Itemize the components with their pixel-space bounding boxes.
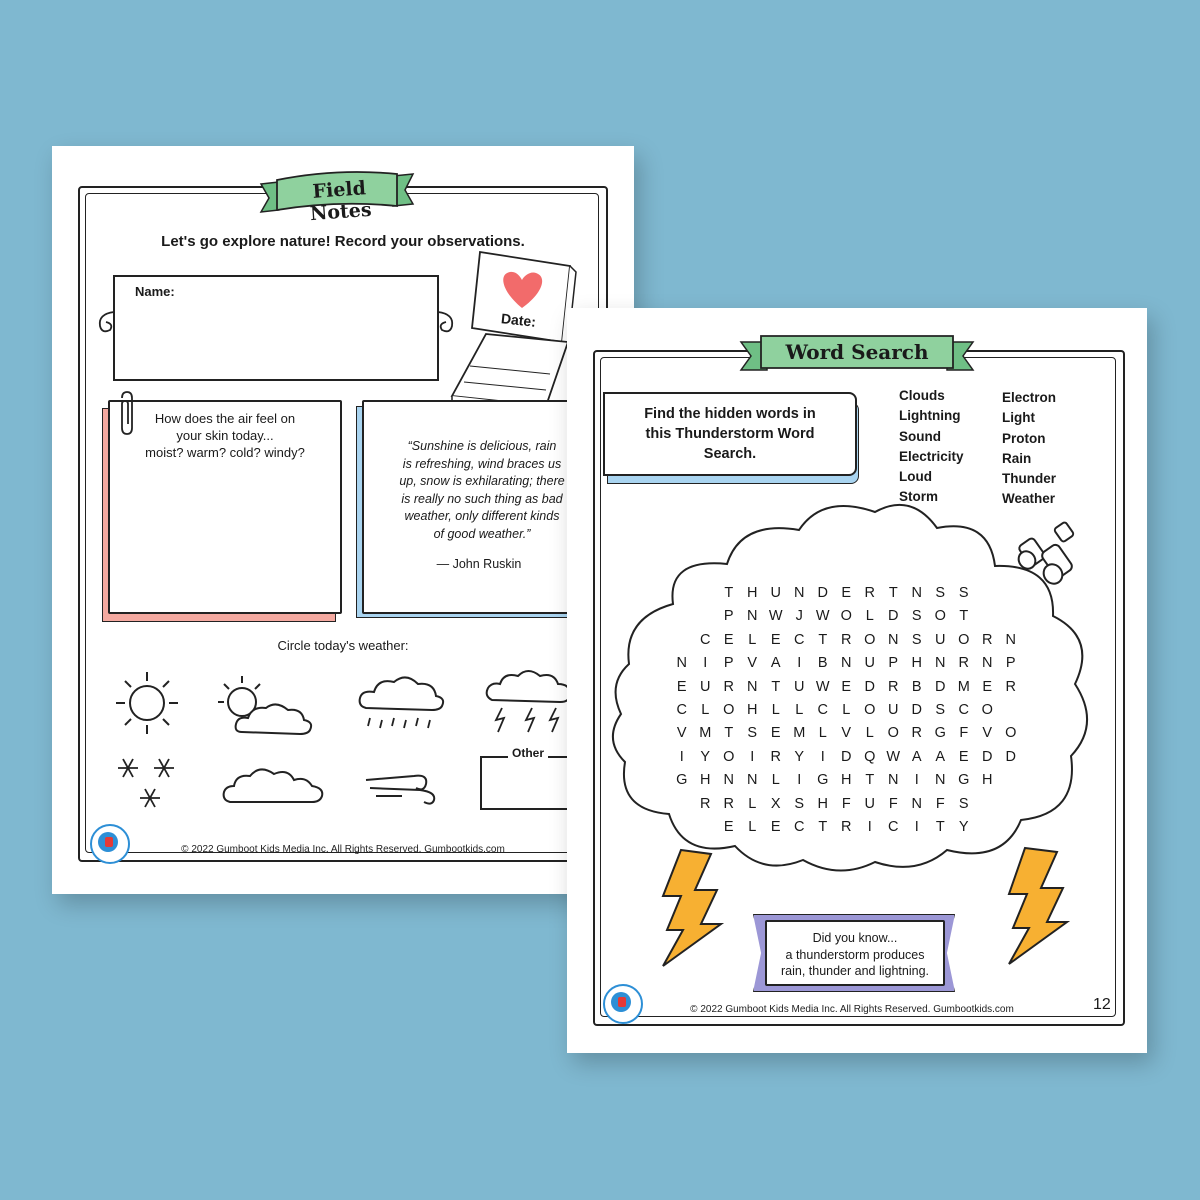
field-notes-title: Field Notes (309, 177, 373, 226)
grid-letter: D (982, 748, 993, 765)
grid-letter (670, 816, 694, 839)
word-list-item: Electricity (899, 448, 964, 464)
grid-letter: E (841, 678, 852, 695)
grid-letter: C (700, 631, 711, 648)
grid-letter: S (958, 585, 969, 601)
grid-letter: P (888, 655, 899, 672)
grid-letter: T (865, 772, 875, 789)
grid-letter: T (818, 631, 828, 648)
grid-row (670, 676, 1023, 699)
word-list-item: Weather (1002, 491, 1056, 507)
air-question-card (108, 400, 342, 614)
grid-letter: M (699, 725, 712, 742)
lightning-bolt-icon (655, 846, 735, 970)
grid-letter: D (888, 608, 899, 625)
grid-letter: O (958, 631, 970, 648)
date-label: Date: (500, 310, 537, 330)
grid-letter: E (958, 748, 969, 765)
grid-letter: E (770, 819, 781, 836)
grid-letter (670, 582, 694, 605)
instructions-line1: Find the hidden words in (644, 406, 816, 422)
grid-letter: C (794, 631, 805, 648)
grid-letter (670, 629, 694, 652)
grid-letter: N (747, 678, 758, 695)
grid-letter: E (770, 725, 781, 742)
grid-letter: R (841, 631, 852, 648)
quote-line: “Sunshine is delicious, rain (407, 439, 557, 453)
grid-letter: Q (864, 748, 876, 765)
grid-letter: U (794, 678, 805, 695)
word-list-item: Thunder (1002, 471, 1056, 487)
grid-letter: H (841, 772, 852, 789)
grid-letter: P (1005, 655, 1016, 672)
grid-letter: O (934, 608, 946, 625)
grid-letter: A (911, 748, 922, 765)
grid-letter: N (982, 655, 993, 672)
grid-letter: N (935, 655, 946, 672)
grid-letter: O (723, 748, 735, 765)
grid-letter: I (797, 772, 802, 789)
grid-letter: R (911, 725, 922, 742)
word-list-item: Rain (1002, 450, 1032, 466)
grid-letter: E (770, 631, 781, 648)
grid-letter: X (770, 795, 781, 812)
grid-row (670, 816, 1023, 839)
snowflake-icon (112, 754, 184, 814)
grid-letter: U (864, 655, 875, 672)
grid-letter: D (911, 702, 922, 719)
grid-letter: E (982, 678, 993, 695)
grid-letter: Y (700, 748, 711, 765)
grid-letter: S (911, 608, 922, 625)
grid-letter: L (748, 795, 757, 812)
grid-letter: T (888, 585, 898, 601)
grid-letter: O (1005, 725, 1017, 742)
grid-letter: V (841, 725, 852, 742)
grid-letter: N (935, 772, 946, 789)
grid-letter: L (771, 702, 780, 719)
grid-letter: N (794, 585, 805, 601)
grid-letter: W (815, 678, 830, 695)
grid-letter: A (935, 748, 946, 765)
grid-letter: N (747, 772, 758, 789)
grid-letter: C (958, 702, 969, 719)
grid-letter: N (911, 585, 922, 601)
grid-letter: S (911, 631, 922, 648)
quote-line: weather, only different kinds (404, 509, 560, 523)
grid-letter (694, 605, 718, 628)
grid-row (670, 582, 1023, 605)
grid-row (670, 769, 1023, 792)
grid-letter: G (934, 725, 946, 742)
grid-row (670, 699, 1023, 722)
quote-card (362, 400, 596, 614)
date-book-illustration (450, 246, 580, 416)
grid-letter: G (676, 772, 688, 789)
grid-letter: E (841, 585, 852, 601)
grid-letter: N (747, 608, 758, 625)
word-list-item: Storm (899, 489, 939, 505)
grid-letter: H (817, 795, 828, 812)
grid-letter: L (795, 702, 804, 719)
grid-letter: H (747, 702, 758, 719)
grid-letter: D (864, 678, 875, 695)
grid-row (670, 722, 1023, 745)
word-list-item: Sound (899, 428, 941, 444)
grid-letter: R (958, 655, 969, 672)
grid-letter (670, 793, 694, 816)
grid-letter: U (700, 678, 711, 695)
weather-prompt: Circle today's weather: (277, 638, 409, 653)
grid-letter: R (723, 795, 734, 812)
grid-letter: V (676, 725, 687, 742)
grid-letter: O (864, 631, 876, 648)
grid-letter: I (867, 819, 872, 836)
grid-letter: R (723, 678, 734, 695)
grid-letter: S (958, 795, 969, 812)
grid-letter (670, 605, 694, 628)
grid-letter: L (842, 702, 851, 719)
instructions-line3: Search. (703, 446, 757, 462)
grid-letter (976, 582, 1000, 605)
grid-letter: R (700, 795, 711, 812)
grid-letter: O (840, 608, 852, 625)
grid-letter: D (841, 748, 852, 765)
grid-letter: M (957, 678, 970, 695)
grid-letter: L (701, 702, 710, 719)
grid-letter: S (794, 795, 805, 812)
grid-letter: U (864, 795, 875, 812)
grid-letter: T (724, 725, 734, 742)
fact-line1: Did you know... (812, 931, 898, 945)
air-question-line2: your skin today... (176, 428, 274, 443)
name-label: Name: (135, 284, 175, 299)
grid-letter: R (864, 585, 875, 601)
grid-letter: P (723, 608, 734, 625)
quote-line: of good weather.” (433, 526, 531, 541)
word-list-item: Light (1002, 410, 1035, 426)
grid-letter: W (886, 748, 901, 765)
grid-letter: D (935, 678, 946, 695)
grid-letter: W (815, 608, 830, 625)
grid-letter: I (914, 819, 919, 836)
grid-letter: U (888, 702, 899, 719)
grid-letter: R (1005, 678, 1016, 695)
grid-letter: V (982, 725, 993, 742)
grid-letter: V (747, 655, 758, 672)
instructions-box (603, 392, 857, 476)
grid-letter: U (935, 631, 946, 648)
grid-letter: C (794, 819, 805, 836)
grid-letter: F (935, 795, 945, 812)
word-list-item: Electron (1002, 390, 1057, 405)
grid-letter: Y (958, 819, 969, 836)
quote-line: is really no such thing as bad (401, 491, 563, 506)
grid-letter: N (841, 655, 852, 672)
grid-letter: O (981, 702, 993, 719)
grid-letter (694, 816, 718, 839)
sun-cloud-icon (212, 670, 322, 740)
grid-letter: A (770, 655, 781, 672)
grid-letter: L (865, 608, 874, 625)
grid-letter: E (676, 678, 687, 695)
grid-letter: N (888, 772, 899, 789)
grid-letter: M (793, 725, 806, 742)
grid-letter: L (748, 631, 757, 648)
quote-author: — John Ruskin (436, 557, 522, 571)
grid-letter: H (911, 655, 922, 672)
air-question-line1: How does the air feel on (154, 411, 296, 426)
grid-letter (694, 582, 718, 605)
grid-letter: I (750, 748, 755, 765)
letter-grid (670, 582, 1023, 839)
copyright-text: © 2022 Gumboot Kids Media Inc. All Rights Reserved. Gumbootkids.com (690, 1004, 1014, 1015)
grid-letter: L (748, 819, 757, 836)
field-notes-page (52, 146, 634, 894)
copyright-text: © 2022 Gumboot Kids Media Inc. All Rights Reserved. Gumbootkids.com (181, 844, 505, 855)
grid-letter: B (817, 655, 828, 672)
grid-letter: U (770, 585, 781, 601)
grid-letter: I (820, 748, 825, 765)
paperclip-icon (116, 390, 136, 438)
grid-letter: N (723, 772, 734, 789)
grid-letter: D (1005, 748, 1016, 765)
grid-letter: J (795, 608, 803, 625)
grid-letter: T (935, 819, 945, 836)
word-list-item: Proton (1002, 430, 1046, 446)
grid-letter: I (797, 655, 802, 672)
grid-letter: I (914, 772, 919, 789)
grid-letter: L (865, 725, 874, 742)
grid-letter: W (768, 608, 783, 625)
grid-letter: R (888, 678, 899, 695)
grid-letter: C (676, 702, 687, 719)
word-list-item: Lightning (899, 408, 961, 424)
air-question-line3: moist? warm? cold? windy? (145, 445, 305, 460)
grid-letter: S (747, 725, 758, 742)
word-list-col1 (899, 386, 964, 508)
word-list-item: Loud (899, 469, 932, 485)
grid-letter: R (770, 748, 781, 765)
rain-cloud-icon (352, 668, 452, 738)
grid-letter: N (676, 655, 687, 672)
grid-letter: H (700, 772, 711, 789)
grid-letter: S (935, 702, 946, 719)
word-list-item: Clouds (899, 388, 945, 403)
word-search-title: Word Search (785, 340, 929, 364)
grid-letter: E (723, 819, 734, 836)
word-list-col2 (1002, 388, 1056, 510)
grid-row (670, 793, 1023, 816)
page-number: 12 (1093, 996, 1111, 1013)
grid-letter: H (747, 585, 758, 601)
sun-icon (112, 668, 182, 738)
quote-line: up, snow is exhilarating; there (399, 474, 565, 488)
quote-line: is refreshing, wind braces us (402, 456, 562, 471)
grid-letter: O (864, 702, 876, 719)
word-search-page (567, 308, 1147, 1053)
grid-letter: T (959, 608, 969, 625)
wind-icon (362, 766, 442, 806)
grid-letter: N (888, 631, 899, 648)
fact-box (765, 920, 945, 986)
grid-letter: F (841, 795, 851, 812)
grid-row (670, 746, 1023, 769)
instructions-line2: this Thunderstorm Word (645, 426, 815, 442)
grid-letter: F (959, 725, 969, 742)
grid-letter: G (958, 772, 970, 789)
grid-letter: P (723, 655, 734, 672)
grid-letter: L (818, 725, 827, 742)
lightning-bolt-icon (997, 844, 1077, 968)
grid-letter (976, 605, 1000, 628)
intro-text: Let's go explore nature! Record your observations. (161, 233, 525, 250)
grid-letter: D (817, 585, 828, 601)
fact-line3: rain, thunder and lightning. (780, 964, 930, 978)
grid-letter: N (1005, 631, 1016, 648)
grid-letter: R (841, 819, 852, 836)
grid-letter: R (982, 631, 993, 648)
grid-row (670, 652, 1023, 675)
grid-letter: O (887, 725, 899, 742)
grid-letter: Y (794, 748, 805, 765)
grid-letter: L (771, 772, 780, 789)
grid-letter: T (724, 585, 734, 601)
grid-row (670, 605, 1023, 628)
grid-letter: N (911, 795, 922, 812)
grid-letter: S (935, 585, 946, 601)
cloudy-icon (220, 758, 330, 808)
grid-letter: T (818, 819, 828, 836)
grid-letter: I (703, 655, 708, 672)
other-label: Other (508, 746, 548, 760)
grid-letter: C (888, 819, 899, 836)
grid-letter: T (771, 678, 781, 695)
grid-letter: B (911, 678, 922, 695)
grid-row (670, 629, 1023, 652)
grid-letter: E (723, 631, 734, 648)
grid-letter: C (817, 702, 828, 719)
grid-letter: O (723, 702, 735, 719)
fact-line2: a thunderstorm produces (785, 947, 925, 962)
grid-letter: H (982, 772, 993, 789)
grid-letter: F (888, 795, 898, 812)
grid-letter: I (679, 748, 684, 765)
grid-letter: G (817, 772, 829, 789)
